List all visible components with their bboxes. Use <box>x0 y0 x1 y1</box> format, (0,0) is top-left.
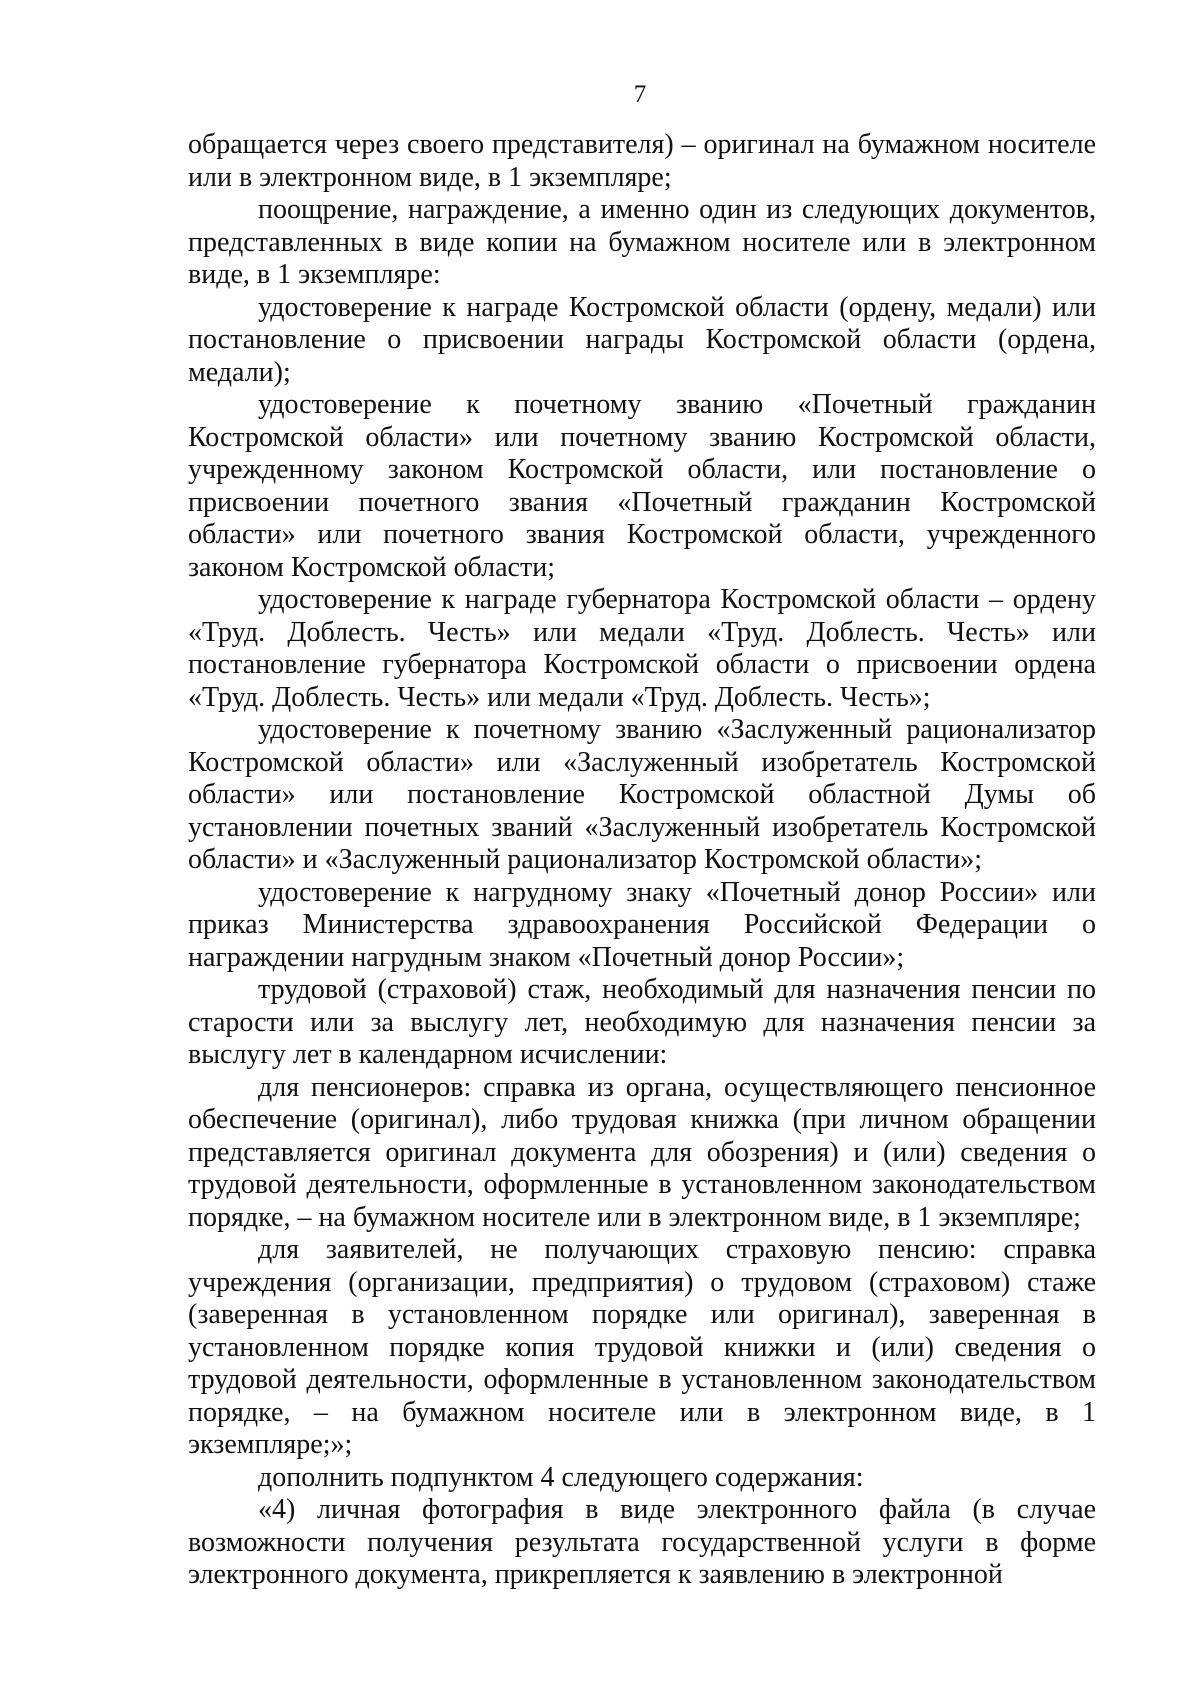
paragraph: удостоверение к почетному званию «Заслуженный рационализатор Костромской области» или «Заслуженный изобретатель Костромской области» или постановление Костромской областной Думы об установлении почетных званий «Заслуженный изобретатель Костромской области» и «Заслуженный рационализатор Костромской области»; <box>188 714 1096 875</box>
paragraph: дополнить подпунктом 4 следующего содержания: <box>258 1461 864 1493</box>
paragraph: обращается через своего представителя) – оригинал на бумажном носителе или в электронном виде, в 1 экземпляре; <box>188 129 1096 193</box>
paragraph: удостоверение к награде губернатора Костромской области – ордену «Труд. Доблесть. Честь» или медали «Труд. Доблесть. Честь» или постановление губернатора Костромской области о присвоении ордена «Труд. Доблесть. Честь» или медали «Труд. Доблесть. Честь»; <box>188 584 1096 713</box>
paragraph: «4) личная фотография в виде электронного файла (в случае возможности получения результата государственной услуги в форме электронного документа, прикрепляется к заявлению в электронной <box>188 1494 1096 1590</box>
paragraph: для заявителей, не получающих страховую пенсию: справка учреждения (организации, предприятия) о трудовом (страховом) стаже (заверенная в установленном порядке или оригинал), заверенная в установленном порядке копия трудовой книжки и (или) сведения о трудовой деятельности, оформленные в установленном законодательством порядке, – на бумажном носителе или в электронном виде, в 1 экземпляре;»; <box>188 1234 1096 1460</box>
paragraph: поощрение, награждение, а именно один из следующих документов, представленных в виде копии на бумажном носителе или в электронном виде, в 1 экземпляре: <box>188 194 1096 290</box>
paragraph: удостоверение к награде Костромской области (ордену, медали) или постановление о присвоении награды Костромской области (ордена, медали); <box>188 291 1096 388</box>
paragraph: для пенсионеров: справка из органа, осуществляющего пенсионное обеспечение (оригинал), либо трудовая книжка (при личном обращении представляется оригинал документа для обозрения) и (или) сведения о трудовой деятельности, оформленные в установленном законодательством порядке, – на бумажном носителе или в электронном виде, в 1 экземпляре; <box>188 1071 1096 1233</box>
paragraph: удостоверение к почетному званию «Почетный гражданин Костромской области» или почетному званию Костромской области, учрежденному законом Костромской области, или постановление о присвоении почетного звания «Почетный гражданин Костромской области» или почетного звания Костромской области, учрежденного законом Костромской области; <box>188 389 1096 583</box>
paragraph: удостоверение к нагрудному знаку «Почетный донор России» или приказ Министерства здравоохранения Российской Федерации о награждении нагрудным знаком «Почетный донор России»; <box>188 876 1096 973</box>
document-body <box>188 129 1096 1592</box>
page-number: 7 <box>633 81 647 108</box>
paragraph: трудовой (страховой) стаж, необходимый для назначения пенсии по старости или за выслугу лет, необходимую для назначения пенсии за выслугу лет в календарном исчислении: <box>188 974 1096 1070</box>
